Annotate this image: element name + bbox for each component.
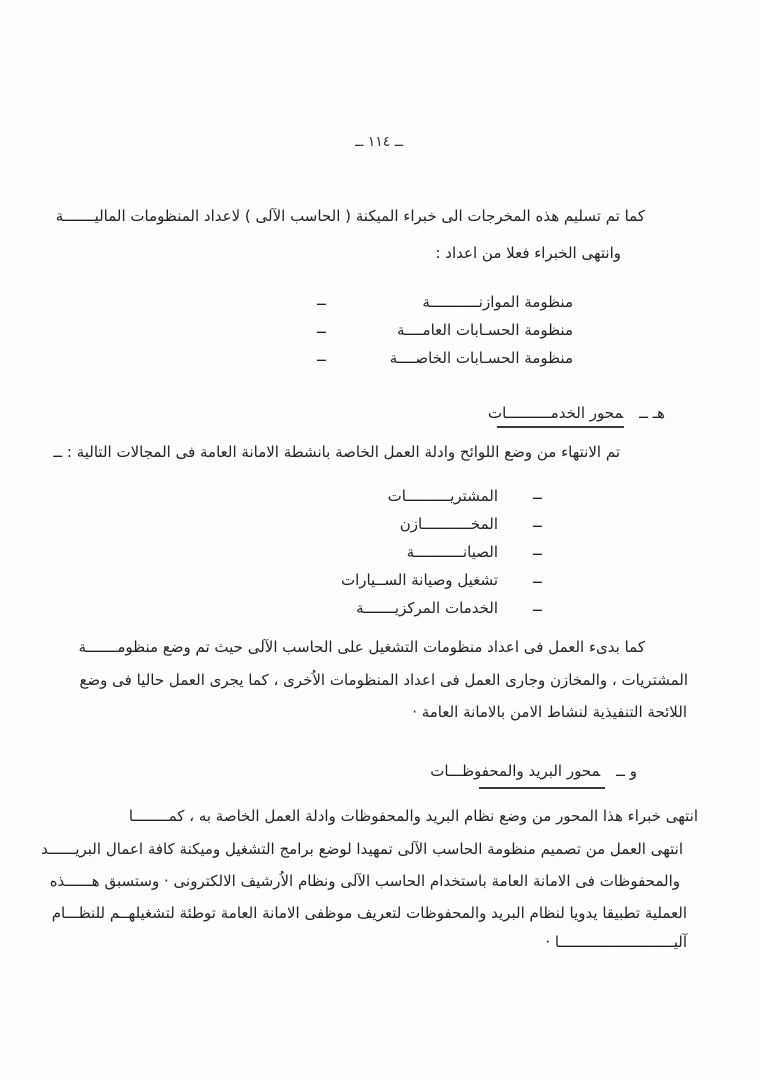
list-item: المخـــــــــــازن (399, 515, 498, 533)
paragraph-line: المشتريات ، والمخازن وجارى العمل فى اعداد المنظومات الاُخرى ، كما يجرى العمل حاليا فى وضع (79, 671, 688, 689)
paragraph-line: آليــــــــــــــــــــــــــا · (545, 933, 687, 951)
heading-underline (497, 426, 624, 428)
list-item: منظومة الموازنـــــــــــة (422, 293, 573, 311)
list-item: الخدمات المركزيـــــــة (356, 599, 498, 617)
heading-underline (479, 787, 605, 789)
list-item: المشتريــــــــــات (387, 487, 498, 505)
list-dash-marker: ــ (533, 597, 542, 615)
paragraph-line: انتهى خبراء هذا المحور من وضع نظام البريد والمحفوظات وادلة العمل الخاصة به ، كمــــــــا (128, 807, 698, 825)
list-dash-marker: ــ (317, 291, 326, 309)
section-heading-mail (430, 760, 637, 782)
list-item: الصيانـــــــــــة (406, 543, 498, 561)
list-dash-marker: ــ (533, 541, 542, 559)
list-item: منظومة الحسـابات الخاصــــة (389, 349, 573, 367)
paragraph-line: كما بدىء العمل فى اعداد منظومات التشغيل على الحاسب الآلى حيث تم وضع منظومـــــــة (78, 638, 645, 656)
list-item: منظومة الحسـابات العامــــة (396, 321, 573, 339)
paragraph-line: العملية تطبيقا يدويا لنظام البريد والمحفوظات لتعريف موظفى الامانة العامة توطئة لتشغيلهــم للنظـــام (51, 904, 687, 922)
list-dash-marker: ــ (317, 347, 326, 365)
paragraph-line: كما تم تسليم هذه المخرجات الى خبراء الميكنة ( الحاسب الآلى ) لاعداد المنظومات الماليـــــــة (55, 207, 645, 225)
list-dash-marker: ــ (533, 513, 542, 531)
list-dash-marker: ــ (533, 569, 542, 587)
page-number: ــ ١١٤ ــ (355, 134, 403, 150)
paragraph-line: تم الانتهاء من وضع اللوائح وادلة العمل الخاصة بانشطة الامانة العامة فى المجالات التالية : ــ (53, 443, 620, 461)
paragraph-line: انتهى العمل من تصميم منظومة الحاسب الآلى تمهيدا لوضع برامج التشغيل وميكنة كافة اعمال البريــــــد (41, 840, 683, 858)
section-marker: و ــ (616, 762, 637, 780)
paragraph-line: والمحفوظات فى الامانة العامة باستخدام الحاسب الآلى ونظام الاُرشيف الالكترونى · وستسبق هــــــذه (49, 872, 680, 890)
list-dash-marker: ــ (533, 485, 542, 503)
list-item: تشغيل وصيانة الســيارات (340, 571, 498, 589)
section-marker: هـ ــ (639, 404, 665, 422)
paragraph-line: وانتهى الخبراء فعلا من اعداد : (435, 244, 621, 262)
section-title: محور الخدمــــــــــات (488, 404, 624, 422)
paragraph-line: اللائحة التنفيذية لنشاط الامن بالامانة العامة · (412, 703, 687, 721)
list-dash-marker: ــ (317, 319, 326, 337)
section-heading-services (488, 402, 665, 424)
section-title: محور البريد والمحفوظـــات (430, 762, 601, 780)
